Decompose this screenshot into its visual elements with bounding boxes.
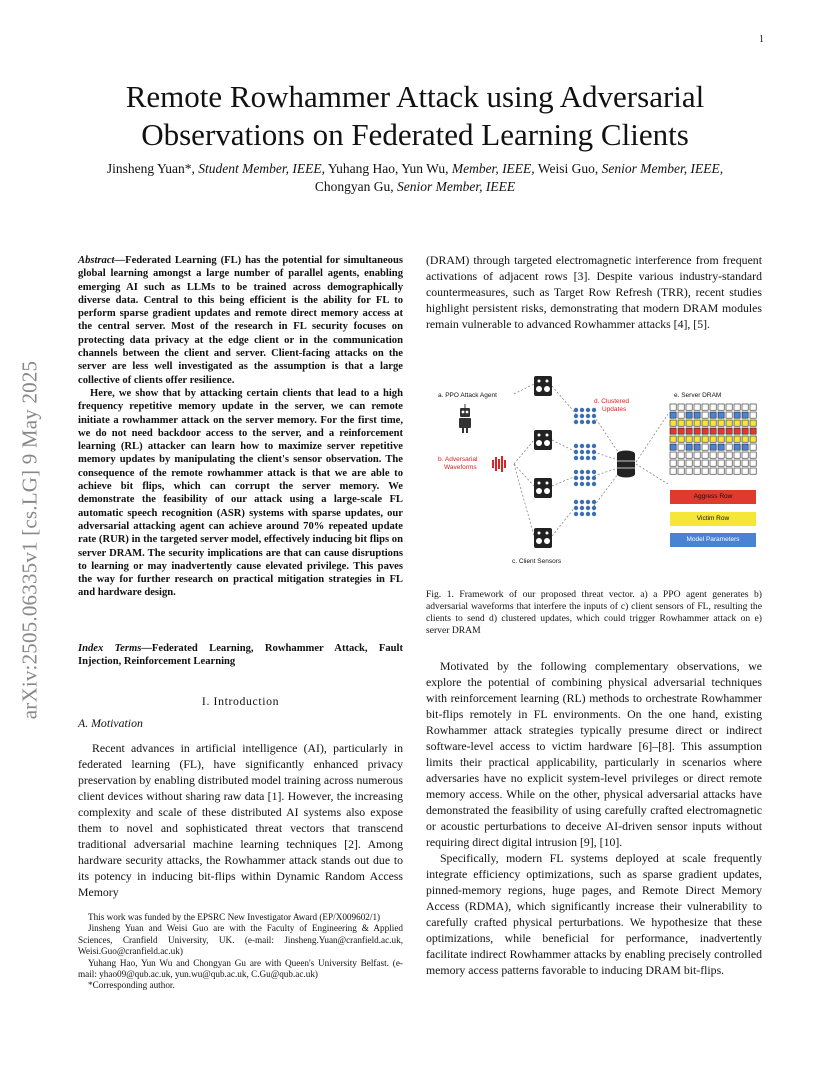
dram-cell — [710, 452, 716, 458]
paper-title: Remote Rowhammer Attack using Adversarial Observations on Federated Learning Clients — [125, 79, 705, 152]
speaker-icon — [534, 430, 552, 450]
dram-cell — [734, 444, 740, 450]
abstract-lead: Abstract — [78, 255, 115, 266]
label-client-sensors: c. Client Sensors — [512, 558, 562, 565]
author-1: Jinsheng Yuan*, — [106, 161, 195, 176]
model-parameters-bar: Model Parameters — [670, 533, 756, 547]
intro-paragraph: Recent advances in artificial intelligence (AI), particularly in federated learning (FL), have significantly enhanced privacy preservation by enabling distributed model training across numerous client devices without sharing raw data [1]. However, the increasing complexity and scale of these distributed AI systems also expose them to novel and sophisticated threat vectors that transcend traditional adversarial machine learning techniques [2]. Among hardware security attacks, the Rowhammer attack stands out due to its potency in inducing bit-flips within Dynamic Random Access Memory — [78, 741, 403, 899]
dram-cell — [718, 452, 724, 458]
dram-cell — [694, 436, 700, 442]
dram-cell — [686, 468, 692, 474]
dram-cell — [670, 460, 676, 466]
label-clustered: d. Clustered — [594, 398, 630, 405]
right-column-top — [426, 252, 762, 332]
dram-cell — [750, 444, 756, 450]
abstract — [78, 254, 403, 600]
page-number: 1 — [759, 34, 764, 45]
network-cluster-icon — [574, 470, 596, 486]
arxiv-id: arXiv:2505.06335v1 [cs.LG] 9 May 2025 — [17, 360, 42, 720]
dram-cell — [702, 428, 708, 434]
dram-cell — [686, 420, 692, 426]
dram-cell — [718, 420, 724, 426]
network-cluster-icon — [574, 444, 596, 460]
dram-cell — [750, 428, 756, 434]
author-4: Chongyan Gu, — [314, 179, 394, 194]
author-3: Weisi Guo, — [537, 161, 599, 176]
dram-cell — [750, 412, 756, 418]
network-cluster-icon — [574, 408, 596, 424]
arxiv-stamp — [10, 300, 50, 780]
aggress-row-bar: Aggress Row — [670, 490, 756, 504]
dram-cell — [670, 452, 676, 458]
dram-cell — [726, 412, 732, 418]
dram-cell — [686, 428, 692, 434]
dram-cell — [726, 436, 732, 442]
robot-icon — [459, 404, 471, 433]
dram-cell — [710, 412, 716, 418]
dram-cell — [726, 420, 732, 426]
intro-text — [78, 740, 403, 900]
dram-cell — [710, 404, 716, 410]
dram-cell — [670, 468, 676, 474]
author-2-role: Member, IEEE, — [451, 161, 535, 176]
footnote-affil-2: Yuhang Hao, Yun Wu and Chongyan Gu are with Queen's University Belfast. (e-mail: yhao09@qub.ac.uk, yun.wu@qub.ac.uk, C.Gu@qub.ac.uk) — [78, 957, 403, 980]
dram-cell — [694, 404, 700, 410]
dram-cell — [742, 452, 748, 458]
author-list — [100, 160, 730, 196]
dram-cell — [742, 404, 748, 410]
dram-cell — [670, 412, 676, 418]
index-terms-lead: Index Terms — [78, 643, 142, 654]
dram-cell — [702, 436, 708, 442]
dram-cell — [726, 452, 732, 458]
dram-cell — [702, 444, 708, 450]
dram-cell — [686, 436, 692, 442]
dram-cell — [726, 404, 732, 410]
dram-cell — [726, 460, 732, 466]
dram-cell — [710, 428, 716, 434]
author-3-role: Senior Member, IEEE, — [601, 161, 724, 176]
dram-cell — [734, 436, 740, 442]
dram-cell — [750, 460, 756, 466]
dram-cell — [702, 468, 708, 474]
waveform-icon — [492, 456, 506, 472]
dram-cell — [742, 468, 748, 474]
dram-cell — [750, 452, 756, 458]
dram-cell — [686, 452, 692, 458]
dram-cell — [678, 452, 684, 458]
dram-cell — [678, 412, 684, 418]
dram-cell — [734, 404, 740, 410]
dram-cell — [694, 412, 700, 418]
footnote-affil-1: Jinsheng Yuan and Weisi Guo are with the Faculty of Engineering & Applied Sciences, Cranfield University, UK. (e-mail: Jinsheng.Yuan@cranfield.ac.uk, Weisi.Guo@cranfield.ac.uk) — [78, 923, 403, 957]
author-1-role: Student Member, IEEE, — [198, 161, 325, 176]
dram-cell — [694, 428, 700, 434]
dram-cell — [678, 420, 684, 426]
dram-cell — [702, 460, 708, 466]
dram-cell — [734, 468, 740, 474]
database-icon — [617, 451, 635, 478]
dram-grid — [670, 404, 756, 474]
caption-text: Fig. 1. Framework of our proposed threat vector. a) a PPO agent generates b) adversarial waveforms that interfere the inputs of c) client sensors of FL, resulting the clients to send d) clustered updates, which could trigger Rowhammer attack on e) server DRAM — [426, 589, 762, 636]
speaker-icon — [534, 478, 552, 498]
dram-cell — [734, 420, 740, 426]
dram-cell — [694, 468, 700, 474]
dram-cell — [734, 460, 740, 466]
dram-cell — [710, 420, 716, 426]
dram-cell — [678, 436, 684, 442]
dram-cell — [694, 420, 700, 426]
dram-cell — [726, 444, 732, 450]
dram-cell — [678, 444, 684, 450]
section-heading: I. Introduction — [201, 694, 280, 708]
dram-cell — [734, 452, 740, 458]
figure-caption — [426, 589, 762, 637]
dram-cell — [670, 444, 676, 450]
label-adversarial: b. Adversarial — [438, 456, 478, 463]
dram-cell — [734, 428, 740, 434]
footnote-corresponding: *Corresponding author. — [88, 980, 175, 991]
dram-cell — [702, 404, 708, 410]
label-updates: Updates — [602, 406, 627, 413]
label-ppo-agent: a. PPO Attack Agent — [438, 392, 497, 399]
dram-cell — [686, 460, 692, 466]
dram-cell — [702, 420, 708, 426]
right-top-paragraph: (DRAM) through targeted electromagnetic interference from frequent activations of adjacent rows [3]. Despite various industry-standard countermeasures, such as Target Row Refresh (TRR), recent studies highlight persistent risks, demonstrating that modern DRAM modules remain vulnerable to advanced Rowhammer attacks [4], [5]. — [426, 253, 762, 331]
dram-cell — [742, 420, 748, 426]
author-4-role: Senior Member, IEEE — [397, 179, 516, 194]
dram-cell — [710, 444, 716, 450]
dram-cell — [694, 460, 700, 466]
dram-cell — [750, 436, 756, 442]
right-paragraph-2: Specifically, modern FL systems deployed at scale frequently integrate efficiency optimizations, such as sparse gradient updates, pinned-memory regions, huge pages, and Remote Direct Memory Access (RDMA), which significantly increase their vulnerability to carefully crafted physical perturbations. We hypothesize that these optimizations, while beneficial for performance, inadvertently facilitate indirect Rowhammer attacks by enabling precisely controlled memory access patterns favorable to inducing DRAM bit-flips. — [426, 851, 762, 977]
dram-cell — [702, 412, 708, 418]
dram-cell — [686, 444, 692, 450]
dram-cell — [686, 412, 692, 418]
author-2: Yuhang Hao, Yun Wu, — [327, 161, 449, 176]
index-terms — [78, 642, 403, 669]
dram-cell — [694, 444, 700, 450]
dram-cell — [678, 460, 684, 466]
dram-cell — [694, 452, 700, 458]
dram-cell — [750, 404, 756, 410]
dram-cell — [678, 404, 684, 410]
dram-cell — [718, 436, 724, 442]
dram-cell — [742, 444, 748, 450]
dram-cell — [718, 428, 724, 434]
dram-cell — [718, 460, 724, 466]
dram-cell — [726, 428, 732, 434]
victim-row-bar: Victim Row — [670, 512, 756, 526]
figure-1 — [426, 374, 762, 574]
dram-cell — [742, 436, 748, 442]
dram-cell — [750, 420, 756, 426]
label-waveforms: Waveforms — [444, 464, 477, 471]
dram-cell — [750, 468, 756, 474]
speaker-icon — [534, 528, 552, 548]
dram-cell — [670, 404, 676, 410]
dram-cell — [734, 412, 740, 418]
network-cluster-icon — [574, 500, 596, 516]
footnotes — [78, 912, 403, 992]
abstract-p2: Here, we show that by attacking certain clients that lead to a high frequency repetitive memory update in the server, we can remote initiate a rowhammer attack on the server memory. For the first time, we do not need backdoor access to the server, and a reinforcement learning (RL) attacker can learn how to maximize server repetitive memory updates by manipulating the client's sensor observation. The consequence of the remote rowhammer attack is that we are able to achieve bit flips, which can corrupt the server memory. We demonstrate the feasibility of our attack using a large-scale FL automatic speech recognition (ASR) systems with sparse updates, our adversarial attacking agent can achieve around 70% repeated update rate (RUR) in the targeted server model, effectively inducing bit flips on server DRAM. The security implications are that can cause disruptions to learning or may inadvertently cause elevated privilege. This paves the way for further research on practical mitigation strategies in FL and hardware design. — [78, 387, 403, 599]
label-server-dram: e. Server DRAM — [674, 392, 722, 399]
dram-cell — [670, 436, 676, 442]
dram-cell — [718, 468, 724, 474]
right-paragraph-1: Motivated by the following complementary observations, we explore the potential of combining physical adversarial techniques with reinforcement learning (RL) methods to orchestrate Rowhammer bit-flips remotely in FL environments. On the one hand, existing Rowhammer attack strategies typically presume direct or indirect software-level access to victim hardware [6]–[8]. This assumption limits their practical applicability, particularly in scenarios where adversaries have no explicit system-level privileges or direct remote memory access. While on the other, physical adversarial attacks have demonstrated the feasibility of using carefully crafted electromagnetic or acoustic perturbations to deceive AI-driven sensor inputs without requiring direct digital intrusion [9], [10]. — [426, 659, 762, 849]
abstract-p1: Abstract—Federated Learning (FL) has the potential for simultaneous global learning amongst a large number of parallel agents, enabling emerging AI such as LLMs to be trained across demographically diverse data. Central to this being efficient is the ability for FL to perform sparse gradient updates and remote direct memory access at the central server. Most of the research in FL security focuses on protecting data privacy at the edge client or in the communication channels between the client and server. Client-facing attacks on the server are less well investigated as the assumption is that a large collective of clients offer resilience. — [78, 255, 403, 386]
dram-cell — [742, 412, 748, 418]
dram-cell — [710, 436, 716, 442]
dram-cell — [742, 428, 748, 434]
dram-cell — [718, 412, 724, 418]
footnote-funding: This work was funded by the EPSRC New Investigator Award (EP/X009602/1) — [88, 912, 381, 922]
dram-cell — [718, 444, 724, 450]
dram-cell — [686, 404, 692, 410]
dram-cell — [726, 468, 732, 474]
dram-cell — [718, 404, 724, 410]
dram-cell — [710, 460, 716, 466]
dram-cell — [670, 420, 676, 426]
dram-cell — [678, 428, 684, 434]
dram-cell — [702, 452, 708, 458]
index-terms-text: —Federated Learning, Rowhammer Attack, Fault Injection, Reinforcement Learning — [78, 643, 403, 668]
right-column-body — [426, 658, 762, 978]
dram-cell — [670, 428, 676, 434]
speaker-icon — [534, 376, 552, 396]
dram-cell — [678, 468, 684, 474]
dram-cell — [742, 460, 748, 466]
dram-cell — [710, 468, 716, 474]
subsection-heading: A. Motivation — [78, 716, 143, 730]
